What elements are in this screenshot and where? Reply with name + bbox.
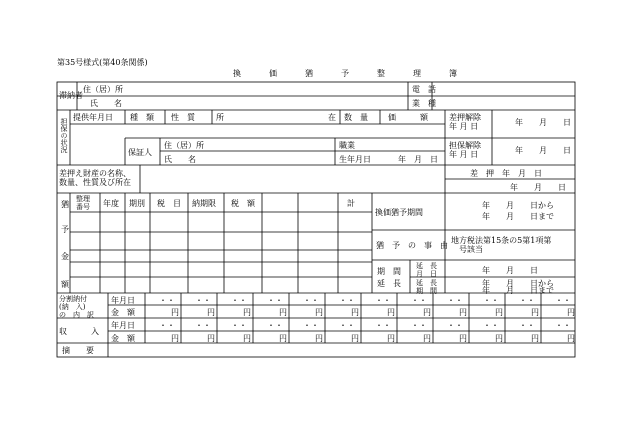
extension-period-to: 年 月 日まで [482, 286, 554, 295]
seizure-release-label: 差押解除 年 月 日 [449, 113, 481, 131]
receipt-amount-cell: 円 [171, 334, 179, 343]
receipt-amount-cell: 円 [459, 334, 467, 343]
guarantor-occupation-label: 職業 [339, 141, 355, 150]
seizure-release-value: 年 月 日 [515, 118, 571, 127]
deferral-period-from: 年 月 日から [482, 201, 554, 210]
taxpayer-address-label: 住（居）所 [83, 85, 123, 94]
receipt-amount-cell: 円 [567, 334, 575, 343]
installment-amount-cell: 円 [567, 308, 575, 317]
receipt-amount-cell: 円 [315, 334, 323, 343]
receipt-amount-cell: 円 [243, 334, 251, 343]
guarantor-label: 保証人 [128, 148, 152, 157]
deferral-reason-value: 地方税法第15条の5第1項第 号該当 [451, 236, 552, 254]
collateral-kind-label: 種 類 [130, 113, 154, 122]
guarantor-name-label: 氏 名 [164, 155, 196, 164]
receipt-amount-cell: 円 [351, 334, 359, 343]
collateral-nature-label: 性 質 [171, 113, 195, 122]
receipt-amount-cell: 円 [387, 334, 395, 343]
security-release-value: 年 月 日 [515, 146, 571, 155]
installment-amount-cell: 円 [279, 308, 287, 317]
receipt-amount-cell: 円 [279, 334, 287, 343]
receipt-date-cell: ・・ [303, 321, 319, 330]
installment-date-cell: ・・ [555, 296, 571, 305]
form-number: 第35号様式(第40条関係) [57, 58, 148, 67]
col-year-label: 年度 [103, 199, 119, 208]
installment-date-cell: ・・ [375, 296, 391, 305]
seized-property-label: 差押え財産の名称、 数量、性質及び所在 [59, 169, 131, 187]
taxpayer-name-label: 氏 名 [90, 99, 122, 108]
col-due-label: 納期限 [192, 199, 216, 208]
extension-label: 期 間 延 長 [377, 267, 401, 288]
col-no-label: 整理 番号 [76, 195, 90, 211]
guarantor-birth-value: 年 月 日 [398, 155, 438, 164]
installment-date-cell: ・・ [303, 296, 319, 305]
receipt-date-cell: ・・ [483, 321, 499, 330]
seizure-date-label: 差 押 年 月 日 [470, 169, 542, 178]
receipt-date-cell: ・・ [339, 321, 355, 330]
deferred-side-2: 予 [61, 225, 69, 234]
installment-amount-cell: 円 [171, 308, 179, 317]
taxpayer-phone-label: 電 話 [412, 85, 436, 94]
deferred-side-1: 猶 [61, 200, 69, 209]
collateral-date-label: 提供年月日 [73, 113, 113, 122]
installment-date-cell: ・・ [339, 296, 355, 305]
collateral-label: 担保の状況 [60, 118, 68, 153]
installment-date-cell: ・・ [195, 296, 211, 305]
extension-day-value: 年 月 日 [482, 266, 538, 275]
collateral-value-label: 価 額 [388, 113, 428, 122]
collateral-location-label: 所 在 [216, 113, 336, 122]
receipt-date-cell: ・・ [375, 321, 391, 330]
col-period-label: 期別 [129, 199, 145, 208]
installment-date-cell: ・・ [159, 296, 175, 305]
receipt-date-cell: ・・ [195, 321, 211, 330]
receipt-amount-cell: 円 [495, 334, 503, 343]
security-release-label: 担保解除 年 月 日 [449, 141, 481, 159]
page-title: 換 価 猶 予 整 理 簿 [233, 69, 467, 78]
deferral-period-label: 換価猶予期間 [375, 208, 423, 217]
installment-date-cell: ・・ [231, 296, 247, 305]
installment-amount-cell: 円 [423, 308, 431, 317]
installment-date-label: 年月日 [111, 296, 135, 305]
installment-amount-cell: 円 [243, 308, 251, 317]
installment-amount-cell: 円 [531, 308, 539, 317]
extension-period-label: 延 長 期 間 [416, 279, 437, 295]
taxpayer-business-label: 業 種 [412, 99, 436, 108]
installment-amount-cell: 円 [387, 308, 395, 317]
extension-day-label: 延 長 月 日 [416, 262, 437, 278]
receipt-date-cell: ・・ [555, 321, 571, 330]
receipt-amount-cell: 円 [423, 334, 431, 343]
installment-date-cell: ・・ [483, 296, 499, 305]
installment-date-cell: ・・ [447, 296, 463, 305]
receipt-date-cell: ・・ [447, 321, 463, 330]
col-amount-label: 税 額 [231, 199, 255, 208]
deferred-side-3: 金 [61, 252, 69, 261]
receipt-date-cell: ・・ [411, 321, 427, 330]
installment-amount-cell: 円 [207, 308, 215, 317]
installment-date-cell: ・・ [519, 296, 535, 305]
seizure-date-value: 年 月 日 [510, 183, 566, 192]
remarks-label: 摘 要 [62, 346, 94, 355]
receipt-label: 収 入 [59, 327, 99, 336]
col-total-label: 計 [347, 199, 355, 208]
deferral-reason-label: 猶 予 の 事 由 [376, 241, 448, 250]
receipt-date-cell: ・・ [519, 321, 535, 330]
receipt-date-cell: ・・ [159, 321, 175, 330]
guarantor-address-label: 住（居）所 [164, 141, 204, 150]
installment-amount-cell: 円 [495, 308, 503, 317]
installment-date-cell: ・・ [267, 296, 283, 305]
receipt-amount-cell: 円 [207, 334, 215, 343]
extension-period-from: 年 月 日から [482, 279, 554, 288]
taxpayer-label: 滞納者 [59, 91, 83, 100]
deferral-period-to: 年 月 日まで [482, 212, 554, 221]
installment-amount-label: 金 額 [111, 308, 135, 317]
receipt-amount-label: 金 額 [111, 334, 135, 343]
installment-label: 分割納付 (納 入) の 内 訳 [59, 295, 94, 319]
installment-amount-cell: 円 [315, 308, 323, 317]
receipt-amount-cell: 円 [531, 334, 539, 343]
receipt-date-cell: ・・ [231, 321, 247, 330]
installment-date-cell: ・・ [411, 296, 427, 305]
installment-amount-cell: 円 [351, 308, 359, 317]
receipt-date-cell: ・・ [267, 321, 283, 330]
deferred-side-4: 額 [61, 280, 69, 289]
col-tax-label: 税 目 [157, 199, 181, 208]
receipt-date-label: 年月日 [111, 321, 135, 330]
installment-amount-cell: 円 [459, 308, 467, 317]
collateral-quantity-label: 数 量 [344, 113, 368, 122]
guarantor-birth-label: 生年月日 [339, 155, 371, 164]
